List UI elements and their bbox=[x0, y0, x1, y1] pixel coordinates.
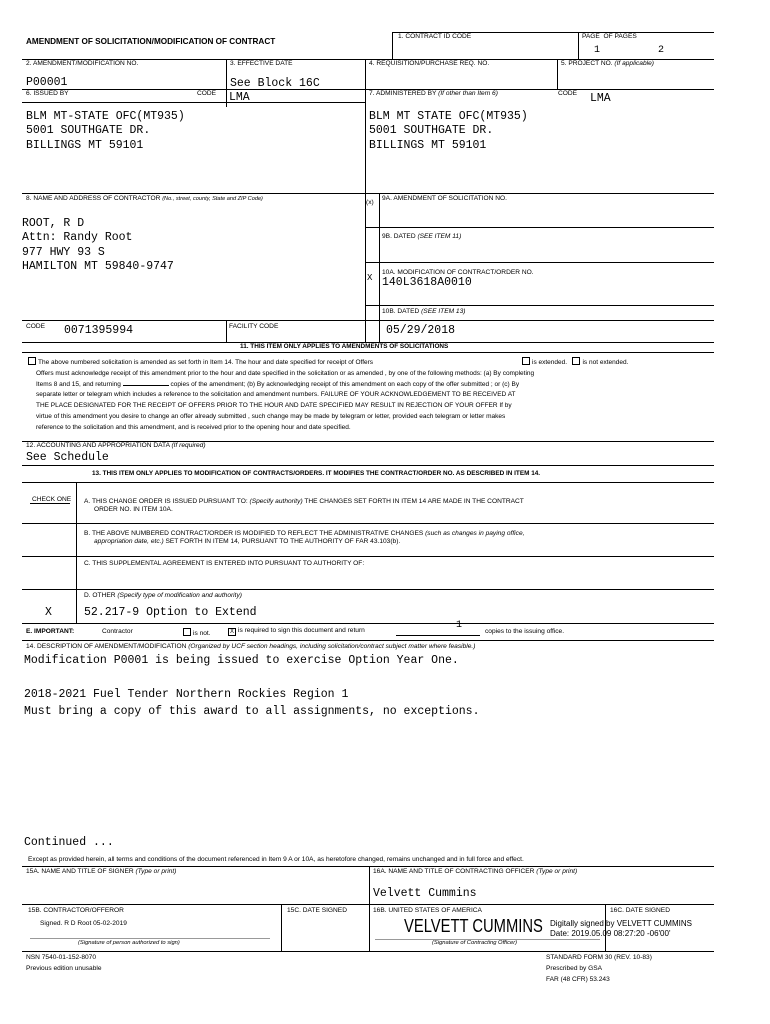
rule-9b bbox=[365, 227, 714, 228]
item14-description-line3: Must bring a copy of this award to all assignments, no exceptions. bbox=[24, 705, 480, 718]
box7-label: 7. ADMINISTERED BY (If other than Item 6) bbox=[369, 90, 498, 97]
item-e-label: E. IMPORTANT: bbox=[26, 628, 75, 635]
rule-15a bbox=[22, 866, 714, 867]
box7-code-label: CODE bbox=[558, 90, 578, 97]
rule-box5-left bbox=[557, 59, 558, 89]
box8-label: 8. NAME AND ADDRESS OF CONTRACTOR (No., street, county, State and ZIP Code) bbox=[26, 195, 263, 202]
continued-text: Continued ... bbox=[24, 836, 114, 849]
box16b-digital-signed: Digitally signed by VELVETT CUMMINS bbox=[550, 919, 692, 928]
item13b-text: B. THE ABOVE NUMBERED CONTRACT/ORDER IS MODIFIED TO REFLECT THE ADMINISTRATIVE CHANGES (such as changes in paying office, bbox=[84, 530, 525, 537]
item14-label: 14. DESCRIPTION OF AMENDMENT/MODIFICATION (Organized by UCF section headings, including solicitation/contract subject matter where feasible.) bbox=[26, 643, 476, 650]
item11-amended-checkbox[interactable] bbox=[28, 357, 36, 365]
rule-code-row bbox=[22, 320, 714, 321]
rule-13b bbox=[22, 523, 714, 524]
box6-address: BLM MT-STATE OFC(MT935) 5001 SOUTHGATE DR. BILLINGS MT 59101 bbox=[26, 110, 185, 152]
box16b-signature-caption: (Signature of Contracting Officer) bbox=[432, 940, 518, 946]
except-text: Except as provided herein, all terms and conditions of the document referenced in Item 9 A or 10A, as heretofore changed, remains unchanged and in full force and effect. bbox=[28, 856, 524, 863]
box7-address: BLM MT STATE OFC(MT935) 5001 SOUTHGATE DR. BILLINGS MT 59101 bbox=[369, 110, 528, 152]
box7-code-value: LMA bbox=[590, 92, 611, 105]
item11-header: 11. THIS ITEM ONLY APPLIES TO AMENDMENTS OF SOLICITATIONS bbox=[240, 343, 449, 350]
box9b-label: 9B. DATED (SEE ITEM 11) bbox=[382, 233, 462, 240]
box15b-signature: Signed. R D Root 05-02-2019 bbox=[40, 920, 127, 927]
item-e-copies-line bbox=[396, 635, 480, 636]
rule-item13-top bbox=[22, 465, 714, 466]
rule-15c-left bbox=[281, 904, 282, 951]
item14-description-line1: Modification P0001 is being issued to exercise Option Year One. bbox=[24, 654, 459, 667]
rule-15b bbox=[22, 904, 714, 905]
rule-item11-under bbox=[22, 352, 714, 353]
item11-extended-checkbox[interactable] bbox=[522, 357, 530, 365]
rule-box4-left bbox=[365, 59, 366, 193]
box10b-value: 05/29/2018 bbox=[386, 324, 456, 337]
box15c-label: 15C. DATE SIGNED bbox=[287, 907, 347, 914]
box10a-label: 10A. MODIFICATION OF CONTRACT/ORDER NO. bbox=[382, 269, 534, 276]
page-number: 1 bbox=[594, 45, 601, 56]
item14-description-line2: 2018-2021 Fuel Tender Northern Rockies Region 1 bbox=[24, 688, 349, 701]
item13b-text-line2: appropriation date, etc.) SET FORTH IN ITEM 14, PURSUANT TO THE AUTHORITY OF FAR 43.103(b). bbox=[94, 538, 401, 545]
rule-16a-left bbox=[369, 866, 370, 951]
box6-label: 6. ISSUED BY bbox=[26, 90, 69, 97]
rule-bottom bbox=[22, 951, 714, 952]
item-e-is-not: is not. bbox=[183, 628, 211, 638]
prescribed-by: Prescribed by GSA bbox=[546, 965, 603, 972]
box16b-digital-date: Date: 2019.05.09 08:27:20 -06'00' bbox=[550, 929, 671, 938]
box6-code-label: CODE bbox=[197, 90, 217, 97]
item-e-copies: 1 bbox=[456, 620, 463, 631]
box15b-label: 15B. CONTRACTOR/OFFEROR bbox=[28, 907, 124, 914]
form-title: AMENDMENT OF SOLICITATION/MODIFICATION OF CONTRACT bbox=[26, 37, 276, 46]
item12-label: 12. ACCOUNTING AND APPROPRIATION DATA (If required) bbox=[26, 442, 206, 449]
item11-not-extended-checkbox[interactable] bbox=[572, 357, 580, 365]
box2-value: P00001 bbox=[26, 76, 68, 89]
box15b-signature-caption: (Signature of person authorized to sign) bbox=[78, 940, 180, 946]
facility-code-label: FACILITY CODE bbox=[229, 323, 279, 330]
standard-form: STANDARD FORM 30 (REV. 10-83) bbox=[546, 954, 652, 961]
box16a-label: 16A. NAME AND TITLE OF CONTRACTING OFFICER (Type or print) bbox=[373, 868, 578, 875]
box6-code-value: LMA bbox=[229, 91, 250, 104]
rule-13c bbox=[22, 556, 714, 557]
rule-page-left bbox=[578, 32, 579, 59]
page-label: PAGE OF PAGES bbox=[582, 33, 637, 40]
box10a-value: 140L3618A0010 bbox=[382, 276, 472, 289]
box9a-label: 9A. AMENDMENT OF SOLICITATION NO. bbox=[382, 195, 507, 202]
code-value: 0071395994 bbox=[64, 324, 134, 337]
rule-10b bbox=[365, 305, 714, 306]
item13-header: 13. THIS ITEM ONLY APPLIES TO MODIFICATION OF CONTRACTS/ORDERS. IT MODIFIES THE CONTRACT/ORDER NO. AS DESCRIBED IN ITEM 14. bbox=[92, 470, 541, 477]
rule-facility-left bbox=[226, 320, 227, 342]
far-reference: FAR (48 CFR) 53.243 bbox=[546, 976, 610, 983]
rule-item14 bbox=[22, 640, 714, 641]
rule-row3-top bbox=[22, 89, 714, 90]
box15a-label: 15A. NAME AND TITLE OF SIGNER (Type or print) bbox=[26, 868, 177, 875]
previous-edition: Previous edition unusable bbox=[26, 965, 102, 972]
box5-label: 5. PROJECT NO. (If applicable) bbox=[561, 60, 654, 67]
box8-contractor-address: ROOT, R D Attn: Randy Root 977 HWY 93 S HAMILTON MT 59840-9747 bbox=[22, 217, 174, 274]
rule-row8-top bbox=[22, 193, 714, 194]
rule-itemE bbox=[22, 623, 714, 624]
rule-13d bbox=[22, 589, 714, 590]
rule-box1-left bbox=[392, 32, 393, 59]
box15b-signature-line bbox=[30, 938, 270, 939]
item-e-copies-suffix: copies to the issuing office. bbox=[485, 628, 565, 635]
rule-row3-under bbox=[22, 102, 365, 103]
box3-value: See Block 16C bbox=[230, 77, 320, 90]
item13a-text: A. THIS CHANGE ORDER IS ISSUED PURSUANT TO: (Specify authority) THE CHANGES SET FORTH IN ITEM 14 ARE MADE IN THE CONTRACT bbox=[84, 498, 524, 505]
page-count: 2 bbox=[658, 45, 665, 56]
rule-item13-under bbox=[22, 482, 714, 483]
nsn: NSN 7540-01-152-8070 bbox=[26, 954, 97, 961]
rule-check-col bbox=[76, 482, 77, 623]
item-e-required-checkbox[interactable]: X bbox=[229, 629, 234, 635]
box10a-mark: X bbox=[367, 273, 373, 283]
box16c-label: 16C. DATE SIGNED bbox=[610, 907, 670, 914]
item12-value: See Schedule bbox=[26, 451, 109, 464]
box16b-signature-name: VELVETT CUMMINS bbox=[404, 916, 543, 936]
item-e-contractor: Contractor bbox=[102, 628, 133, 635]
item-e-required: X is required to sign this document and return bbox=[229, 627, 365, 635]
box16b-label: 16B. UNITED STATES OF AMERICA bbox=[373, 907, 482, 914]
item13d-value: 52.217-9 Option to Extend bbox=[84, 606, 257, 619]
item13a-text-line2: ORDER NO. IN ITEM 10A. bbox=[94, 506, 173, 513]
item13c-text: C. THIS SUPPLEMENTAL AGREEMENT IS ENTERED INTO PURSUANT TO AUTHORITY OF: bbox=[84, 560, 365, 567]
rule-box3-left bbox=[226, 59, 227, 107]
x-column-label: (x) bbox=[366, 199, 374, 206]
box1-label: 1. CONTRACT ID CODE bbox=[398, 33, 472, 40]
rule-10a bbox=[365, 262, 714, 263]
item11-text: The above numbered solicitation is amended as set forth in Item 14. The hour and date specified for receipt of Offers is extended. is not extended. Offers must acknowledge receipt of this amendment prior to the hour and date specified in the solicitation or as amended , by one of the following methods: (a) By completing Items 8 and 15, and returning copies of the amendment; (b) By acknowledging receipt of this amendment on each copy of the offer submitted ; or (c) By separate letter or telegram which includes a reference to the solicitation and amendment numbers. FAILURE OF YOUR ACKNOWLEDGEMENT TO BE RECEIVED AT THE PLACE DESIGNATED FOR THE RECEIPT OF OFFERS PRIOR TO THE HOUR AND DATE SPECIFIED MAY RESULT IN REJECTION OF YOUR OFFER If by virtue of this amendment you desire to change an offer already submitted , such change may be made by telegram or letter, provided each telegram or letter makes reference to the solicitation and this amendment, and is received prior to the opening hour and date specified. bbox=[28, 357, 718, 434]
box10b-label: 10B. DATED (SEE ITEM 13) bbox=[382, 308, 466, 315]
item13d-text: D. OTHER (Specify type of modification and authority) bbox=[84, 592, 242, 599]
code-label: CODE bbox=[26, 323, 46, 330]
check-one-label: CHECK ONE bbox=[32, 496, 72, 503]
box3-label: 3. EFFECTIVE DATE bbox=[230, 60, 293, 67]
box4-label: 4. REQUISITION/PURCHASE REQ. NO. bbox=[369, 60, 490, 67]
item13d-mark: X bbox=[45, 606, 52, 619]
item-e-is-not-checkbox[interactable] bbox=[183, 628, 191, 636]
box2-label: 2. AMENDMENT/MODIFICATION NO. bbox=[26, 60, 139, 67]
box16a-value: Velvett Cummins bbox=[373, 887, 477, 900]
